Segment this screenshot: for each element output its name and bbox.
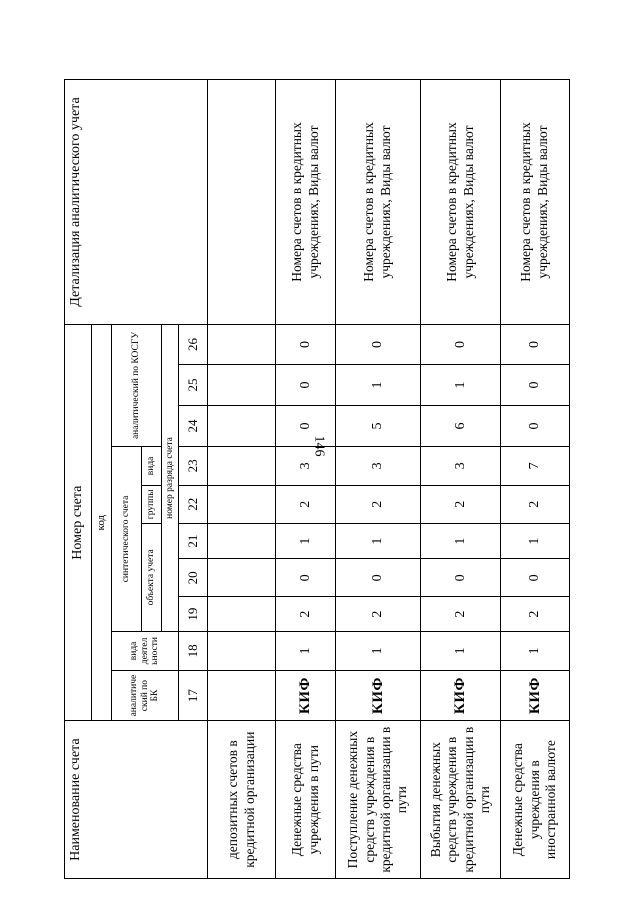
row-value (208, 597, 276, 632)
row-detail: Номера счетов в кредитных учреждениях, Виды валют (421, 80, 501, 325)
row-value: 1 (336, 523, 421, 559)
header-object: объекта учета (142, 523, 162, 631)
row-value (208, 405, 276, 446)
row-value (208, 523, 276, 559)
digit-col-19: 19 (179, 597, 208, 632)
row-value: 0 (276, 325, 336, 365)
row-value: 0 (501, 325, 570, 365)
table-row (208, 80, 276, 879)
table-row (336, 80, 421, 879)
row-account-name: Выбытия денежных средств учреждения в кредитной организации в пути (421, 721, 501, 879)
account-table (64, 79, 570, 879)
row-value: 1 (501, 631, 570, 670)
row-account-name: Денежные средства учреждения в пути (276, 721, 336, 879)
digit-col-24: 24 (179, 405, 208, 446)
row-value: 2 (421, 485, 501, 523)
row-account-name: Поступление денежных средств учреждения в кредитной организации в пути (336, 721, 421, 879)
row-account-name: депозитных счетов в кредитной организации (208, 721, 276, 879)
row-value: 3 (421, 446, 501, 485)
digit-col-26: 26 (179, 325, 208, 365)
row-value: 0 (501, 364, 570, 405)
table-row (276, 80, 336, 879)
header-analytic-kosgu: аналитический по КОСГУ (112, 325, 162, 447)
row-value: 1 (336, 631, 421, 670)
digit-col-22: 22 (179, 485, 208, 523)
row-detail: Номера счетов в кредитных учреждениях, Виды валют (501, 80, 570, 325)
row-value: 2 (501, 485, 570, 523)
row-value (208, 631, 276, 670)
page-number: 146 (311, 435, 327, 457)
row-value (208, 670, 276, 720)
row-value: 6 (421, 405, 501, 446)
row-value: 0 (421, 325, 501, 365)
row-value: 3 (336, 446, 421, 485)
row-value: 0 (501, 405, 570, 446)
row-value: 0 (276, 364, 336, 405)
digit-col-18: 18 (179, 631, 208, 670)
header-code: код (92, 325, 112, 721)
row-value: КИФ (336, 670, 421, 720)
row-value: КИФ (421, 670, 501, 720)
row-value: 1 (421, 364, 501, 405)
digit-col-20: 20 (179, 559, 208, 597)
row-value (208, 364, 276, 405)
row-value (208, 325, 276, 365)
row-value: 1 (421, 523, 501, 559)
header-type: вида (142, 446, 162, 485)
header-detail: Детализация аналитического учета (65, 80, 208, 325)
row-value (208, 559, 276, 597)
row-value: 2 (501, 597, 570, 632)
row-value: 2 (276, 597, 336, 632)
header-digit-number: номер разряда счета (162, 325, 179, 632)
row-value: 2 (336, 597, 421, 632)
row-value (208, 485, 276, 523)
row-detail (208, 80, 276, 325)
row-value: 1 (336, 364, 421, 405)
header-account-number: Номер счета (65, 325, 92, 721)
header-activity-type: вида деятел ьности (112, 631, 179, 670)
header-group: группы (142, 485, 162, 523)
header-analytic-bk: аналитиче ский по БК (112, 670, 179, 720)
row-value: КИФ (276, 670, 336, 720)
row-value: 1 (276, 631, 336, 670)
row-detail: Номера счетов в кредитных учреждениях, Виды валют (336, 80, 421, 325)
row-value: 3 (276, 446, 336, 485)
row-value: 5 (336, 405, 421, 446)
row-value: 2 (276, 485, 336, 523)
digit-col-17: 17 (179, 670, 208, 720)
row-value: 0 (421, 559, 501, 597)
row-value: 1 (501, 523, 570, 559)
row-value: КИФ (501, 670, 570, 720)
digit-col-23: 23 (179, 446, 208, 485)
row-value (208, 446, 276, 485)
rotated-table-container (64, 79, 569, 879)
table-row (421, 80, 501, 879)
row-value: 0 (501, 559, 570, 597)
row-value: 1 (276, 523, 336, 559)
row-value: 0 (276, 405, 336, 446)
row-value: 0 (276, 559, 336, 597)
row-value: 0 (336, 325, 421, 365)
header-account-name: Наименование счета (65, 721, 208, 879)
table-row (501, 80, 570, 879)
row-detail: Номера счетов в кредитных учреждениях, Виды валют (276, 80, 336, 325)
row-value: 7 (501, 446, 570, 485)
digit-col-25: 25 (179, 364, 208, 405)
row-value: 1 (421, 631, 501, 670)
row-value: 2 (421, 597, 501, 632)
row-account-name: Денежные средства учреждения в иностранной валюте (501, 721, 570, 879)
digit-col-21: 21 (179, 523, 208, 559)
row-value: 2 (336, 485, 421, 523)
row-value: 0 (336, 559, 421, 597)
header-synthetic: синтетического счета (112, 446, 142, 631)
